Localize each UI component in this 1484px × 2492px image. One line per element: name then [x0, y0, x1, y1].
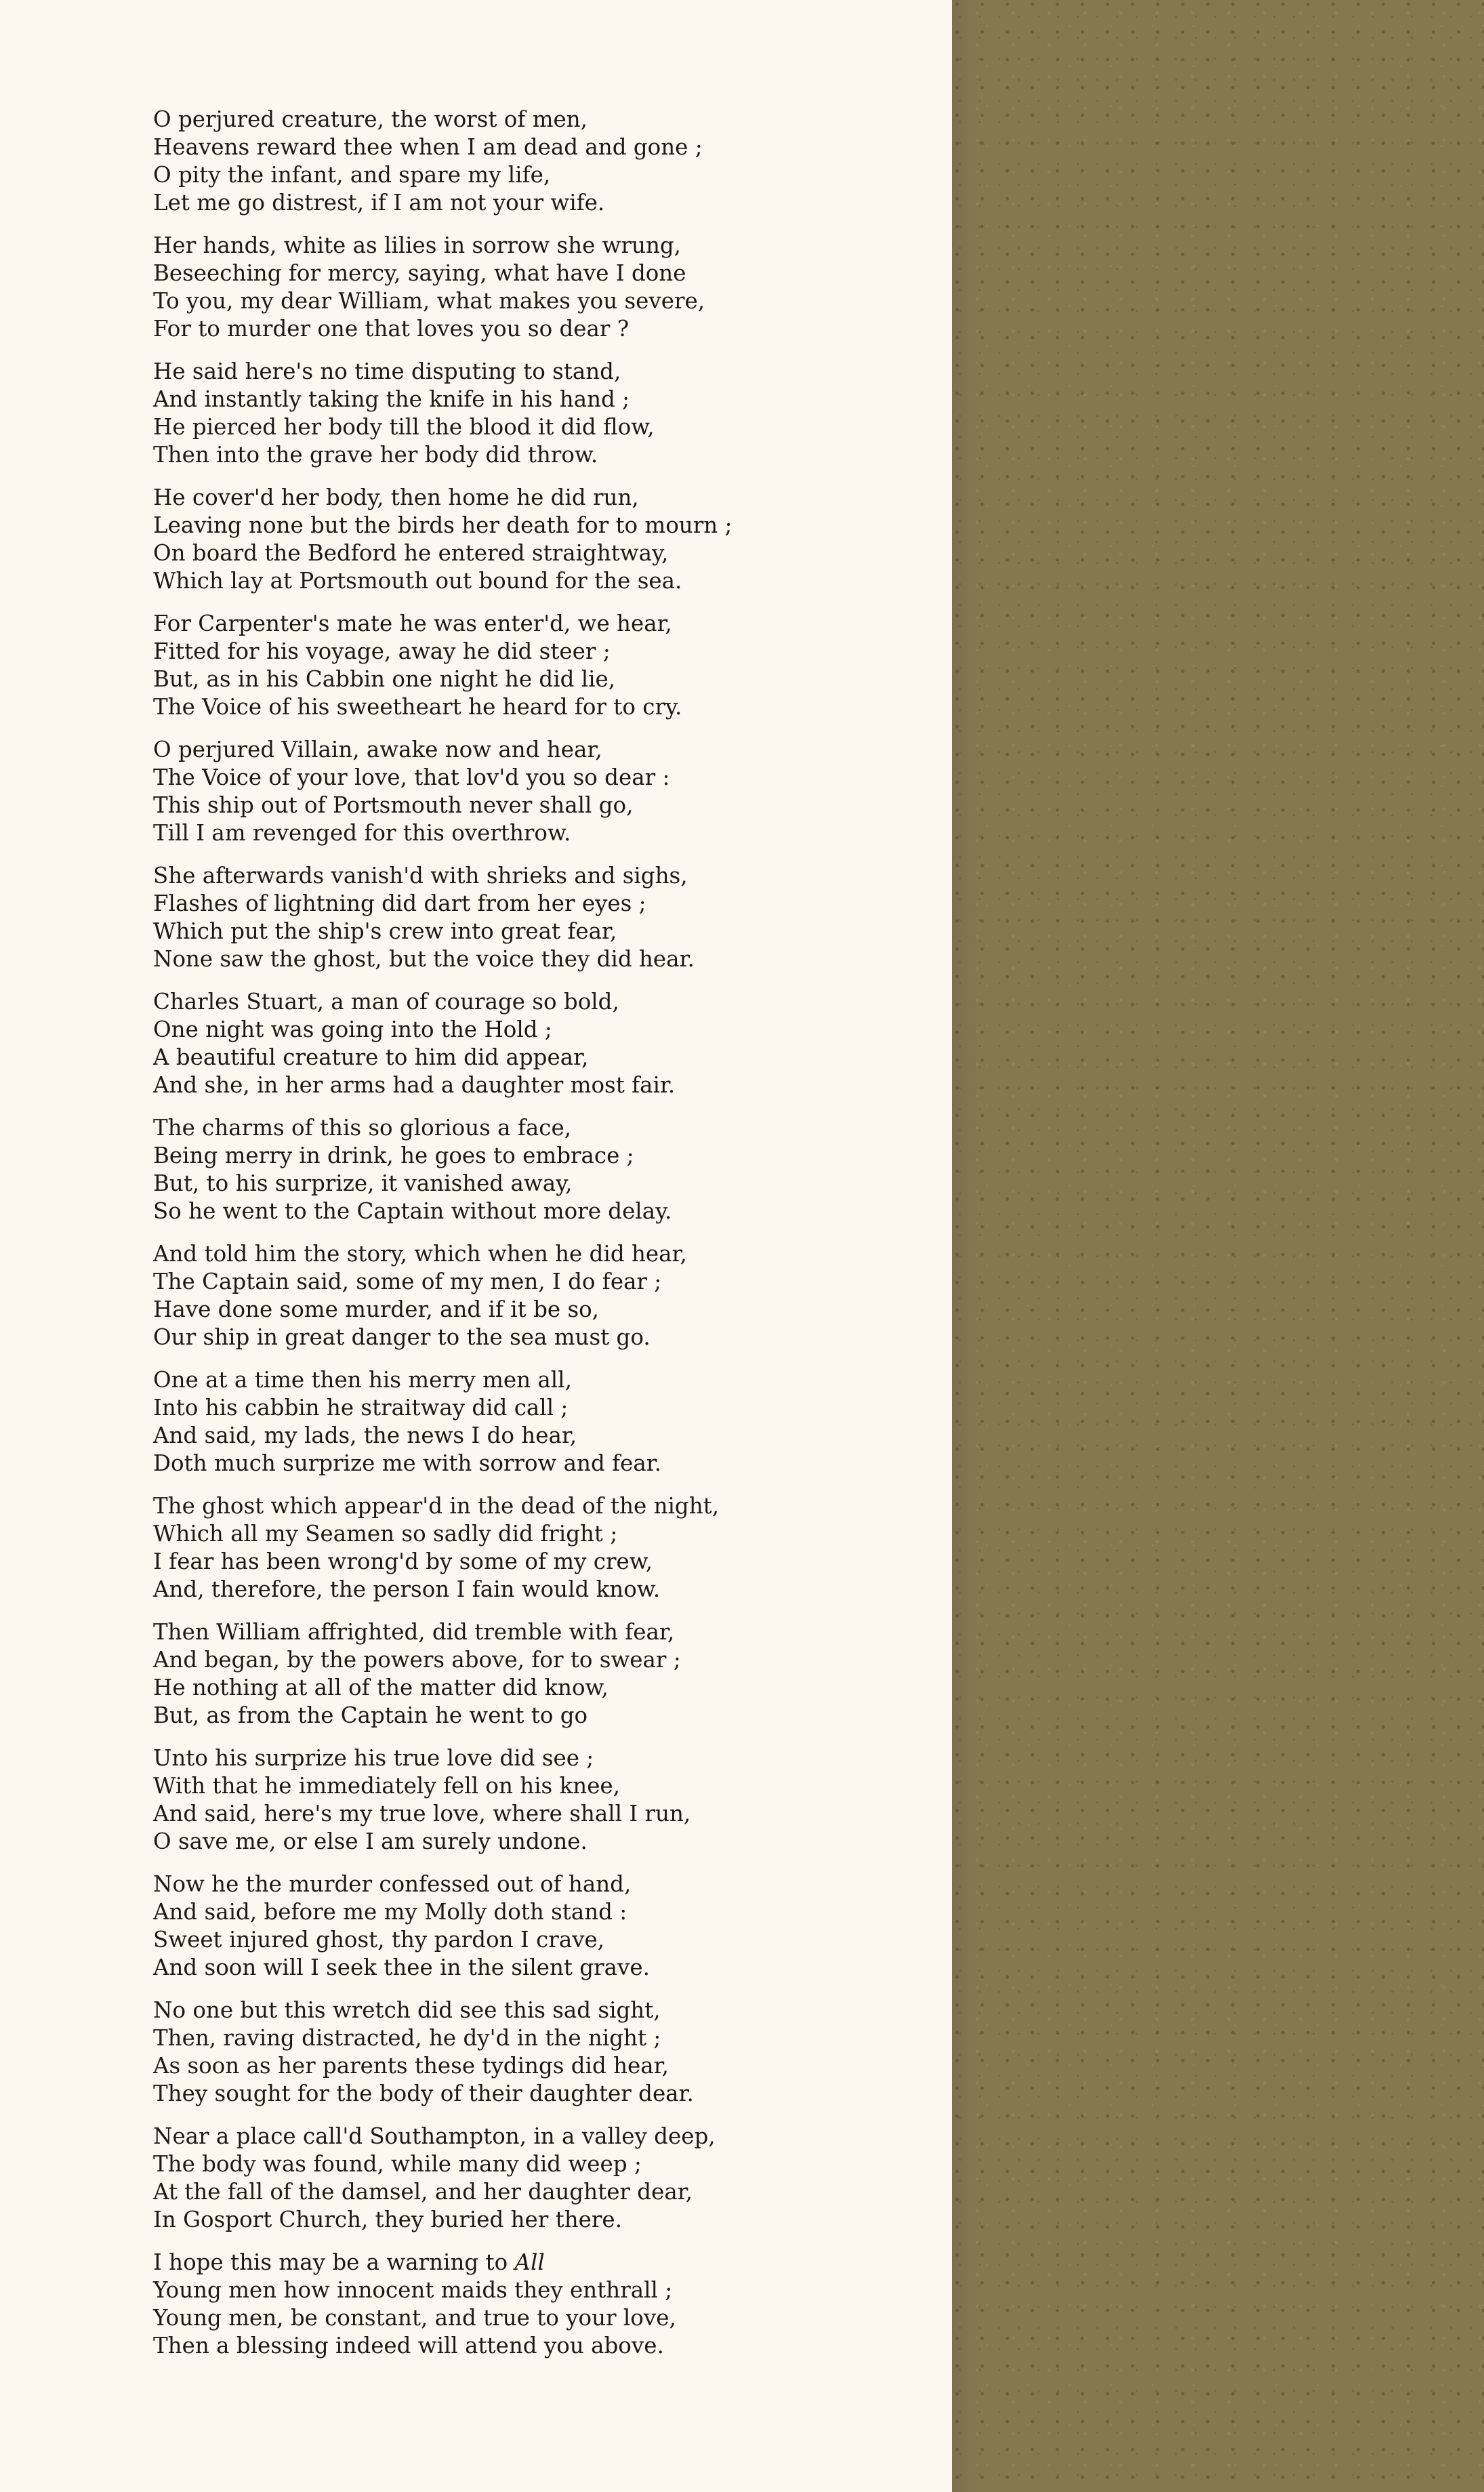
verse-line: But, to his surprize, it vanished away, — [153, 1170, 573, 1196]
verse-line: This ship out of Portsmouth never shall go, — [153, 792, 634, 818]
stanza-13 — [153, 1618, 912, 1730]
stanza-10 — [153, 1240, 912, 1351]
verse-line: Then into the grave her body did throw. — [153, 442, 598, 468]
verse-line: I fear has been wrong'd by some of my crew, — [153, 1549, 653, 1574]
verse-line-text: I hope this may be a warning to — [153, 2249, 515, 2275]
verse-line: And said, my lads, the news I do hear, — [153, 1423, 577, 1448]
verse-line: O pity the infant, and spare my life, — [153, 162, 551, 188]
verse-line: Near a place call'd Southampton, in a valley deep, — [153, 2123, 716, 2149]
verse-line: The Voice of his sweetheart he heard for to cry. — [153, 694, 682, 720]
stanza-14 — [153, 1744, 912, 1856]
verse-line: Doth much surprize me with sorrow and fear. — [153, 1450, 662, 1476]
verse-line: Flashes of lightning did dart from her eyes ; — [153, 891, 646, 916]
stanza-3 — [153, 358, 912, 469]
stanza-5 — [153, 610, 912, 721]
verse-line: With that he immediately fell on his knee, — [153, 1773, 620, 1799]
stanza-15 — [153, 1871, 912, 1982]
verse-line: Have done some murder, and if it be so, — [153, 1296, 600, 1322]
stanza-7 — [153, 862, 912, 973]
verse-line: No one but this wretch did see this sad sight, — [153, 1997, 661, 2023]
verse-line: And began, by the powers above, for to swear ; — [153, 1647, 681, 1673]
verse-line: She afterwards vanish'd with shrieks and sighs, — [153, 863, 688, 888]
ballad-text — [153, 106, 912, 2375]
verse-line: They sought for the body of their daughter dear. — [153, 2081, 694, 2106]
stanza-11 — [153, 1366, 912, 1477]
verse-line: Till I am revenged for this overthrow. — [153, 820, 571, 846]
verse-line: Leaving none but the birds her death for to mourn ; — [153, 512, 733, 538]
verse-line: And, therefore, the person I fain would know. — [153, 1576, 661, 1602]
verse-line: Unto his surprize his true love did see ; — [153, 1745, 594, 1771]
verse-line: Charles Stuart, a man of courage so bold, — [153, 989, 619, 1015]
verse-line: But, as from the Captain he went to go — [153, 1702, 588, 1728]
verse-line: O save me, or else I am surely undone. — [153, 1829, 588, 1854]
verse-line: Young men how innocent maids they enthrall ; — [153, 2277, 673, 2303]
verse-line: Into his cabbin he straitway did call ; — [153, 1395, 569, 1421]
verse-line: And said, before me my Molly doth stand : — [153, 1899, 627, 1925]
verse-line: O perjured creature, the worst of men, — [153, 106, 588, 132]
verse-line: Then a blessing indeed will attend you above. — [153, 2333, 664, 2358]
stanza-17 — [153, 2123, 912, 2234]
stanza-1 — [153, 106, 912, 217]
verse-line: He nothing at all of the matter did know, — [153, 1675, 609, 1700]
stanza-closing — [153, 2249, 912, 2360]
stanza-12 — [153, 1492, 912, 1604]
verse-line: He said here's no time disputing to stand, — [153, 359, 621, 384]
verse-line: Let me go distrest, if I am not your wife. — [153, 190, 605, 216]
verse-line: Heavens reward thee when I am dead and gone ; — [153, 134, 703, 160]
verse-line: Being merry in drink, he goes to embrace ; — [153, 1143, 634, 1168]
verse-line: Then, raving distracted, he dy'd in the night ; — [153, 2025, 661, 2051]
verse-line: On board the Bedford he entered straightway, — [153, 540, 669, 566]
verse-line: The Voice of your love, that lov'd you so dear : — [153, 764, 670, 790]
verse-line: And she, in her arms had a daughter most fair. — [153, 1072, 676, 1098]
verse-line: And told him the story, which when he did hear, — [153, 1241, 687, 1267]
verse-line: Sweet injured ghost, thy pardon I crave, — [153, 1927, 605, 1953]
verse-line: One at a time then his merry men all, — [153, 1367, 572, 1393]
verse-line: Which lay at Portsmouth out bound for the sea. — [153, 568, 682, 594]
verse-line: He pierced her body till the blood it did flow, — [153, 414, 655, 440]
verse-line: He cover'd her body, then home he did run, — [153, 485, 639, 510]
verse-line: Now he the murder confessed out of hand, — [153, 1871, 632, 1897]
verse-line: And instantly taking the knife in his hand ; — [153, 386, 630, 412]
verse-line: One night was going into the Hold ; — [153, 1017, 552, 1042]
verse-line: None saw the ghost, but the voice they did hear. — [153, 946, 695, 972]
verse-line: Which all my Seamen so sadly did fright ; — [153, 1521, 618, 1547]
verse-line — [153, 2249, 912, 2276]
stanza-8 — [153, 988, 912, 1099]
verse-line: At the fall of the damsel, and her daughter dear, — [153, 2179, 693, 2205]
verse-line: The body was found, while many did weep ; — [153, 2151, 642, 2177]
stanza-9 — [153, 1114, 912, 1225]
verse-line: A beautiful creature to him did appear, — [153, 1044, 589, 1070]
verse-line: The charms of this so glorious a face, — [153, 1115, 572, 1141]
verse-line: To you, my dear William, what makes you severe, — [153, 288, 705, 314]
verse-line: Beseeching for mercy, saying, what have I done — [153, 260, 686, 286]
stanza-16 — [153, 1997, 912, 2108]
verse-line: In Gosport Church, they buried her there. — [153, 2207, 622, 2232]
verse-line: The ghost which appear'd in the dead of the night, — [153, 1493, 720, 1519]
verse-line: As soon as her parents these tydings did hear, — [153, 2053, 669, 2079]
verse-line: For to murder one that loves you so dear ? — [153, 316, 630, 342]
verse-line: Our ship in great danger to the sea must go. — [153, 1324, 651, 1350]
stanza-6 — [153, 736, 912, 847]
stanza-4 — [153, 484, 912, 595]
verse-line: And soon will I seek thee in the silent grave. — [153, 1955, 650, 1980]
verse-line: Which put the ship's crew into great fear, — [153, 918, 617, 944]
verse-line: O perjured Villain, awake now and hear, — [153, 737, 602, 762]
verse-line: Fitted for his voyage, away he did steer ; — [153, 638, 611, 664]
verse-line: Her hands, white as lilies in sorrow she wrung, — [153, 232, 682, 258]
verse-line: For Carpenter's mate he was enter'd, we hear, — [153, 611, 672, 636]
verse-line: And said, here's my true love, where shall I run, — [153, 1801, 691, 1826]
emphasized-word: All — [514, 2249, 545, 2275]
verse-line: But, as in his Cabbin one night he did lie, — [153, 666, 616, 692]
stanza-2 — [153, 232, 912, 343]
verse-line: So he went to the Captain without more delay. — [153, 1198, 672, 1224]
verse-line: Young men, be constant, and true to your love, — [153, 2305, 676, 2331]
verse-line: Then William affrighted, did tremble with fear, — [153, 1619, 675, 1645]
verse-line: The Captain said, some of my men, I do fear ; — [153, 1269, 662, 1294]
cardboard-backing — [952, 0, 1484, 2492]
